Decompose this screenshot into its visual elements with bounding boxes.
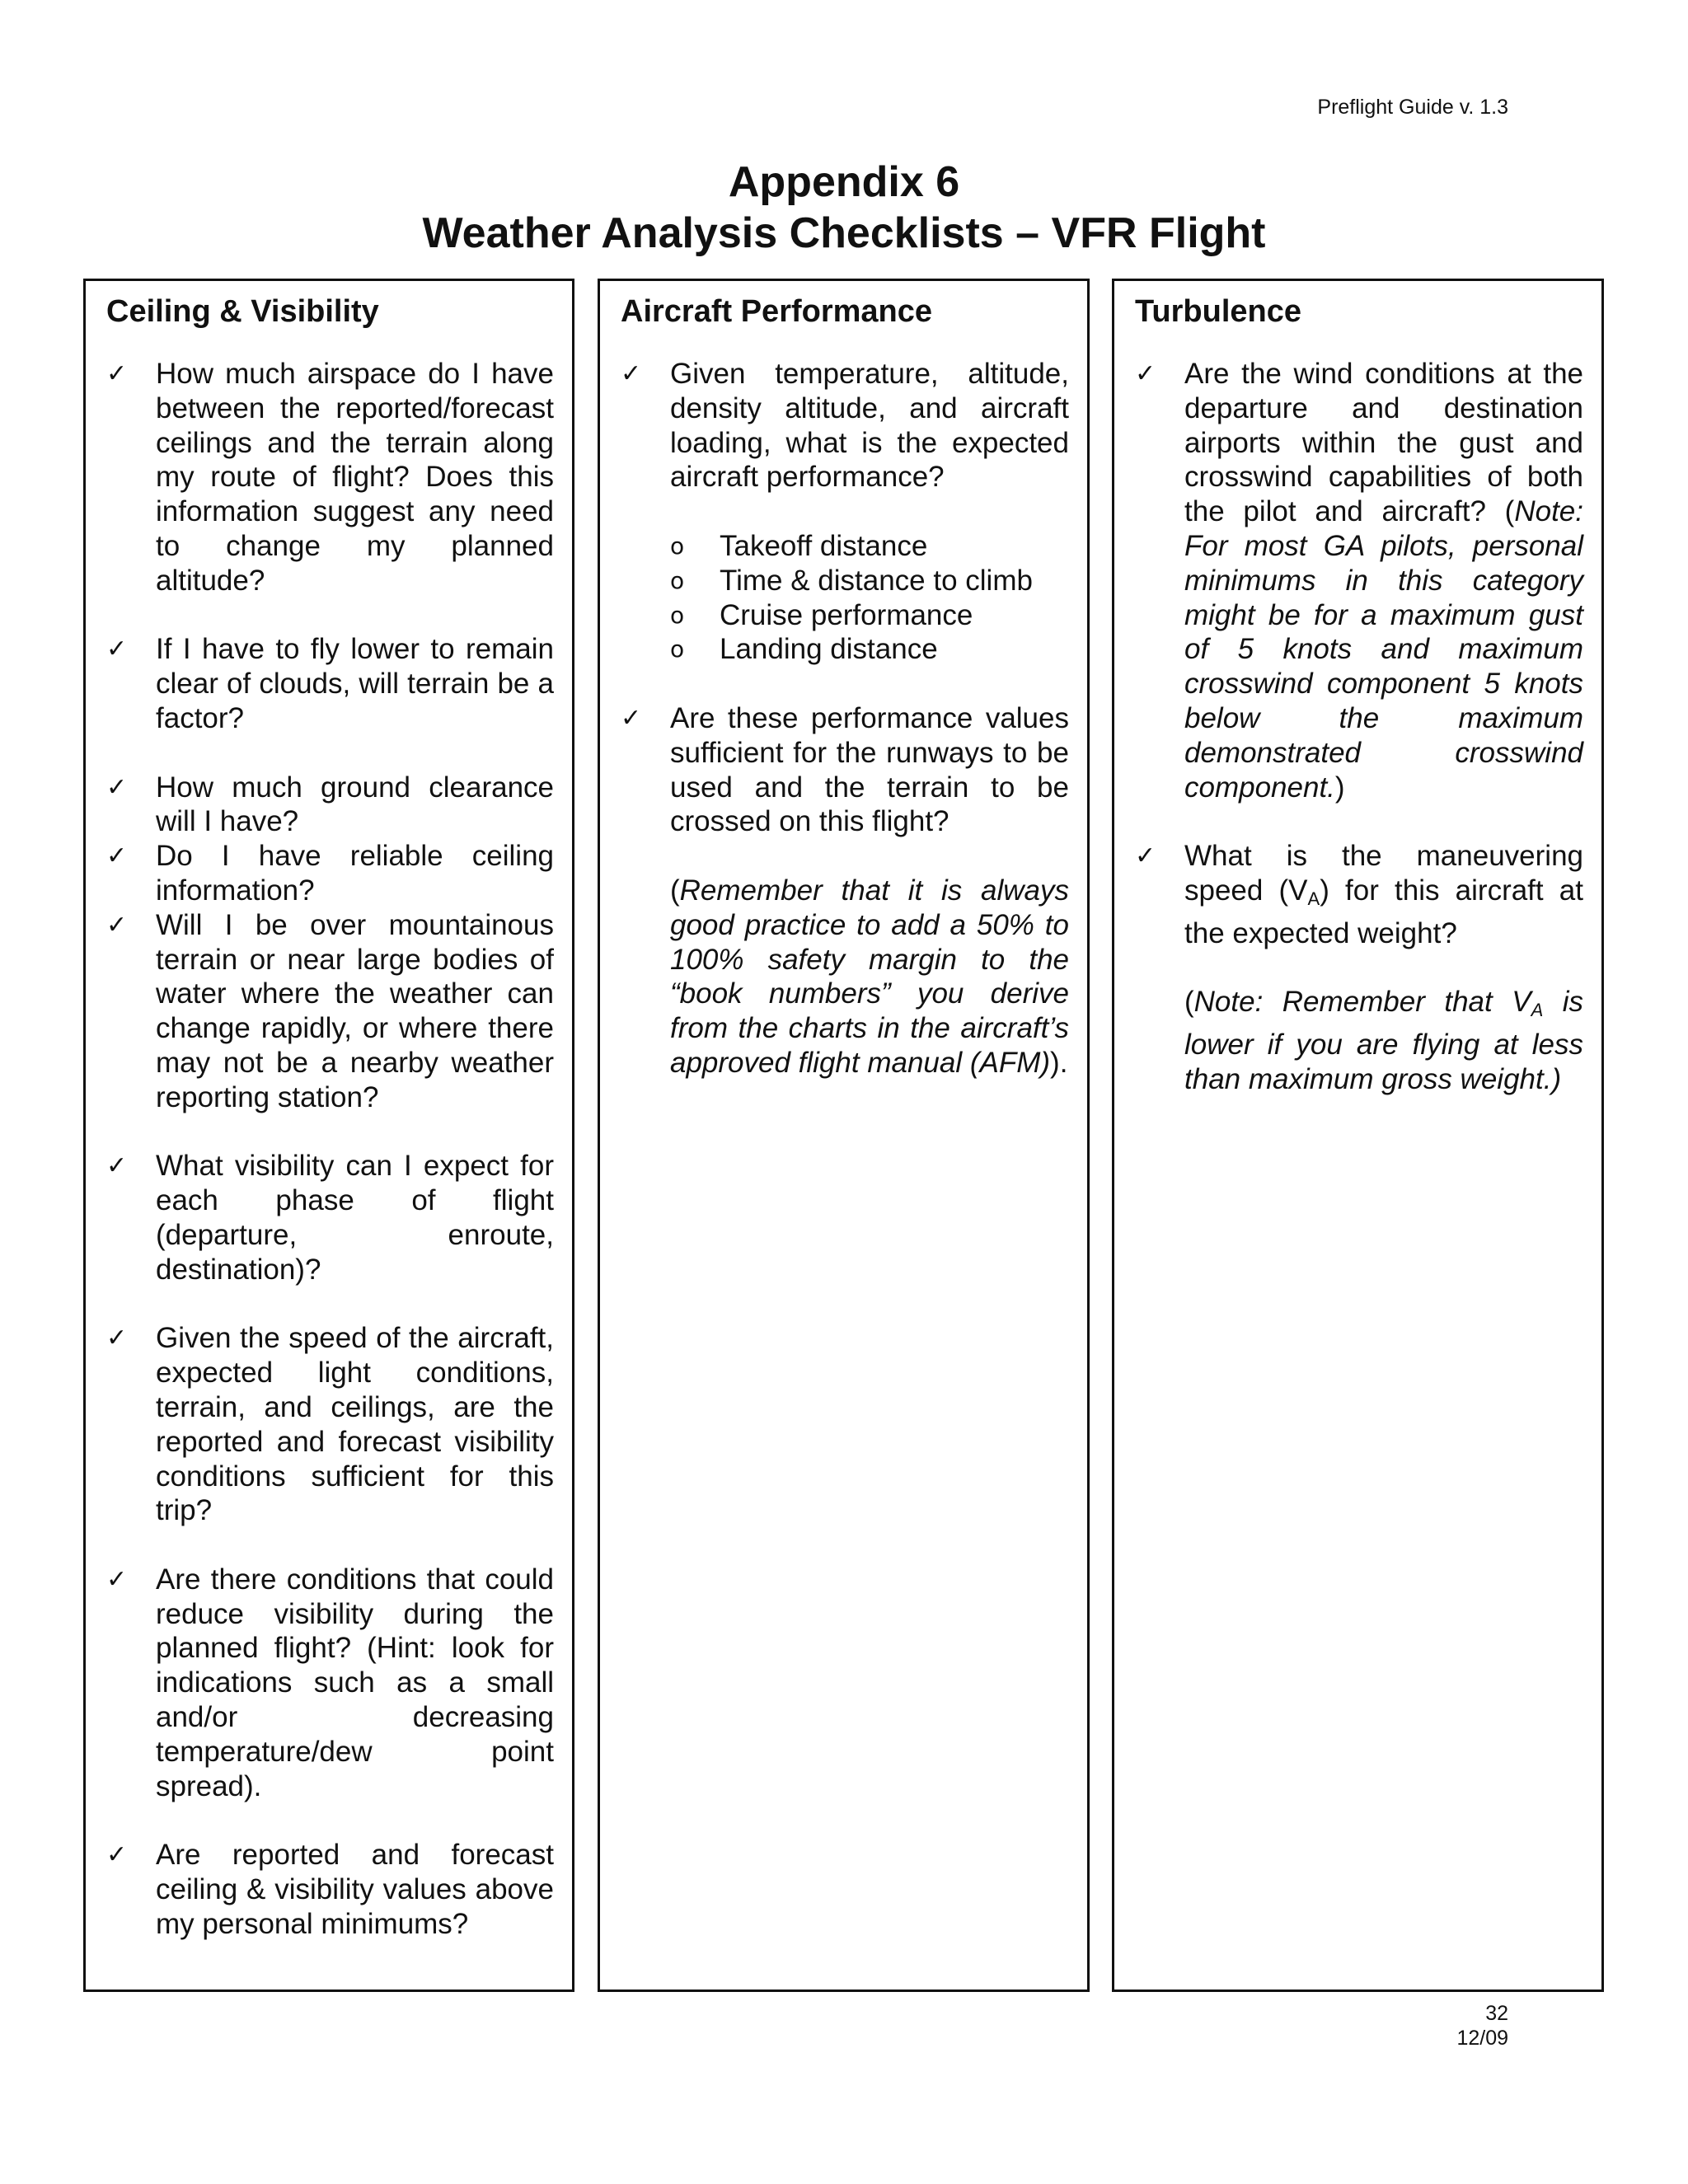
sub-list-item: o Time & distance to climb (670, 564, 1033, 597)
circle-bullet-icon: o (670, 566, 685, 594)
list-item: ✓ What is the maneuvering speed (VA) for this aircraft at the expected weight? (1135, 840, 1583, 949)
list-item: ✓ Do I have reliable ceiling information? (106, 840, 554, 907)
sub-list-item: o Takeoff distance (670, 529, 928, 562)
performance-note: (Remember that it is always good practice to add a 50% to 100% safety margin to the “book numbers” you derive from the charts in the aircraft’s approved flight manual (AFM)). (670, 874, 1069, 1079)
revision-date: 12/09 (1456, 2027, 1508, 2050)
list-item: ✓ How much airspace do I have between the reported/forecast ceilings and the terrain along my route of flight? Does this information suggest any need to change my planned altitude? (106, 358, 554, 597)
list-item: ✓ What visibility can I expect for each phase of flight (departure, enroute, destination)? (106, 1150, 554, 1286)
sub-list (621, 529, 1069, 667)
column-heading: Aircraft Performance (621, 294, 933, 329)
title-line-2: Weather Analysis Checklists – VFR Flight (422, 209, 1266, 257)
list-item: ✓ Will I be over mountainous terrain or near large bodies of water where the weather can change rapidly, or where there may not be a nearby weather reporting station? (106, 908, 554, 1113)
list-item: ✓ Are there conditions that could reduce visibility during the planned flight? (Hint: look for indications such as a small and/or decreasing temperature/dew point spread). (106, 1563, 554, 1802)
aircraft-performance-column (598, 279, 1090, 1992)
guide-reference: Preflight Guide v. 1.3 (1317, 96, 1508, 119)
list-item: ✓ Given the speed of the aircraft, expected light conditions, terrain, and ceilings, are the reported and forecast visibility conditions sufficient for this trip? (106, 1322, 554, 1527)
circle-bullet-icon: o (670, 601, 685, 629)
column-heading: Ceiling & Visibility (106, 294, 379, 329)
page-number: 32 (1485, 2002, 1508, 2025)
list-item: ✓ Are these performance values sufficient for the runways to be used and the terrain to be crossed on this flight? (621, 701, 1069, 838)
check-icon: ✓ (106, 1840, 128, 1870)
turbulence-note: (Note: Remember that VA is lower if you are flying at less than maximum gross weight.) (1184, 986, 1583, 1095)
check-icon: ✓ (106, 359, 128, 388)
list-item: ✓ How much ground clearance will I have? (106, 771, 554, 838)
check-icon: ✓ (106, 772, 128, 802)
check-icon: ✓ (106, 841, 128, 871)
sub-list-item: o Landing distance (670, 633, 938, 666)
list-item: ✓ Are reported and forecast ceiling & visibility values above my personal minimums? (106, 1839, 554, 1940)
list-item: ✓ If I have to fly lower to remain clear of clouds, will terrain be a factor? (106, 633, 554, 734)
check-icon: ✓ (106, 910, 128, 940)
check-icon: ✓ (1135, 841, 1156, 871)
list-item: ✓ Given temperature, altitude, density altitude, and aircraft loading, what is the expected aircraft performance? (621, 358, 1069, 494)
ceiling-visibility-column (83, 279, 574, 1992)
title-line-1: Appendix 6 (728, 158, 960, 206)
check-icon: ✓ (106, 1151, 128, 1181)
page-title (0, 157, 1688, 259)
check-icon: ✓ (1135, 359, 1156, 388)
column-heading: Turbulence (1135, 294, 1301, 329)
circle-bullet-icon: o (670, 532, 685, 560)
page-footer (1385, 2001, 1508, 2050)
sub-list-item: o Cruise performance (670, 598, 973, 631)
check-icon: ✓ (106, 1564, 128, 1594)
check-icon: ✓ (106, 1324, 128, 1353)
check-icon: ✓ (621, 703, 642, 733)
check-icon: ✓ (621, 359, 642, 388)
check-icon: ✓ (106, 635, 128, 664)
turbulence-column (1112, 279, 1604, 1992)
circle-bullet-icon: o (670, 635, 685, 663)
list-item: ✓ Are the wind conditions at the departure and destination airports within the gust and crosswind capabilities of both the pilot and aircraft? (Note: For most GA pilots, personal minimums in this category might be for a maximum gust of 5 knots and maximum crosswind component 5 knots below the maximum demonstrated crosswind component.) (1135, 358, 1583, 804)
